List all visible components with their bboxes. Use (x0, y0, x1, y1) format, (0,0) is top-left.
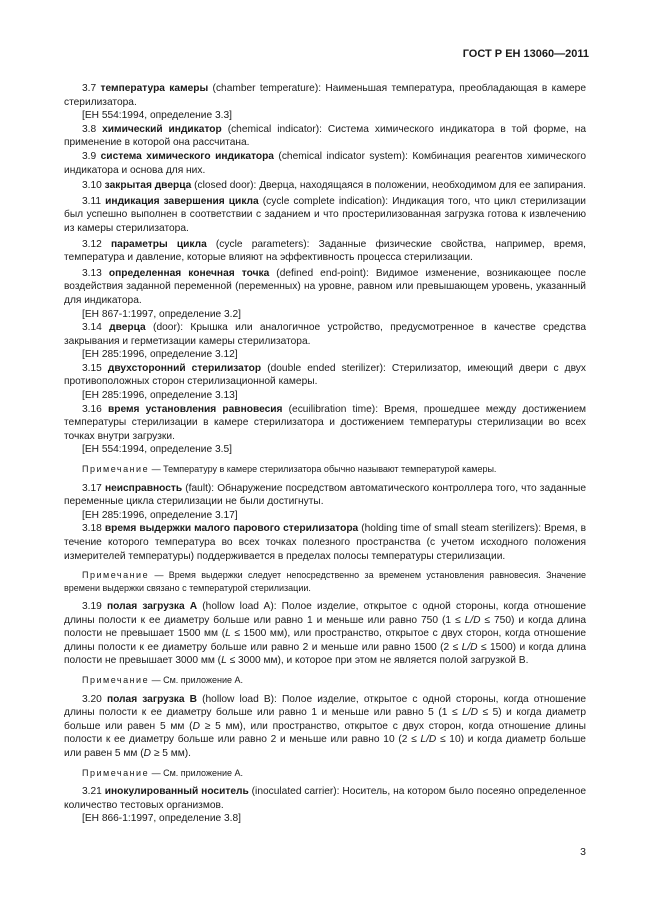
note-text: — Температуру в камере стерилизатора обычно называют температурой камеры. (149, 464, 497, 475)
term: двухсторонний стерилизатор (107, 362, 262, 374)
reference: [ЕН 866-1:1997, определение 3.8] (82, 813, 241, 825)
ratio-symbol: L/D (464, 614, 481, 626)
definition-3-7 (64, 82, 586, 109)
term: дверца (109, 322, 146, 334)
note (64, 569, 586, 594)
clause-number: 3.15 (82, 362, 102, 374)
term: время выдержки малого парового стерилизатора (104, 523, 359, 535)
note-label: Примечание (82, 675, 150, 686)
term: система химического индикатора (100, 150, 274, 162)
term: температура камеры (100, 83, 209, 94)
note-text: — Время выдержки следует непосредственно за временем установления равновесия. Значение времени выдержки связано с температурой стерилизации. (64, 570, 586, 593)
definition-text: (chemical indicator): Система химического индикатора в той форме, на применение в которой она рассчитана. (64, 123, 586, 149)
definition-text: ≤ 3000 мм), и которое при этом не является полой загрузкой В. (226, 655, 529, 667)
clause-number: 3.21 (82, 786, 102, 798)
term: полая загрузка В (106, 693, 197, 705)
clause-number: 3.11 (82, 195, 102, 207)
definition-text: (hollow load A): Полое изделие, открытое с одной стороны, когда отношение длины полости к ее диаметру больше или равно 1 и меньше или равно 750 (1 ≤ (64, 601, 587, 626)
definition-3-15 (64, 362, 586, 389)
definition-3-20 (64, 693, 586, 761)
definition-text: ≥ 5 мм). (151, 747, 191, 759)
definition-text: ≤ 10) и когда диаметр больше или равен 5 мм ( (64, 734, 586, 759)
term: время установления равновесия (108, 403, 283, 415)
definition-3-12 (64, 238, 586, 265)
definition-text: (closed door): Дверца, находящаяся в положении, необходимом для ее запирания. (191, 180, 586, 192)
note-label: Примечание (82, 767, 150, 778)
definition-text: ≤ 5) и когда диаметр больше или равен 5 мм ( (64, 707, 586, 732)
definition-3-17 (64, 482, 586, 509)
term: индикация завершения цикла (105, 195, 259, 207)
note-text: — См. приложение А. (149, 675, 243, 686)
reference: [ЕН 554:1994, определение 3.5] (82, 444, 232, 456)
clause-number: 3.16 (82, 403, 102, 415)
definition-text: (fault): Обнаружение посредством автоматического контроллера того, что заданные переменные цикла стерилизации не были достигнуты. (64, 482, 586, 508)
document-header: ГОСТ Р ЕН 13060—2011 (462, 48, 589, 60)
definition-text: (ecuilibration time): Время, прошедшее между достижением температуры стерилизации в камере стерилизатора и достижением температуры стерилизации во всех точках внутри загрузки. (64, 403, 586, 442)
document-body (64, 82, 586, 826)
definition-3-18 (64, 522, 586, 563)
term: определенная конечная точка (108, 267, 270, 279)
reference: [ЕН 285:1996, определение 3.17] (82, 509, 238, 521)
page-number: 3 (580, 846, 586, 858)
length-symbol: L (221, 655, 227, 667)
length-symbol: L (225, 628, 231, 640)
definition-3-11 (64, 195, 586, 236)
reference: [ЕН 867-1:1997, определение 3.2] (82, 308, 241, 320)
note (64, 767, 586, 780)
clause-number: 3.19 (82, 601, 102, 613)
note-text: — См. приложение А. (149, 767, 243, 778)
term: инокулированный носитель (104, 786, 249, 798)
definition-3-14 (64, 321, 586, 348)
diameter-symbol: D (192, 720, 200, 732)
definition-text: ≤ 1500 мм), или пространство, открытое с двух сторон, когда отношение длины полости к ее диаметру больше или равно 2 и меньше или равно 1500 (2 ≤ (64, 628, 586, 653)
clause-number: 3.9 (82, 150, 97, 162)
clause-number: 3.8 (82, 123, 97, 135)
definition-text: (cycle parameters): Заданные физические свойства, например, время, температура и давление, которые влияют на эффективность процесса стерилизации. (64, 238, 586, 264)
definition-text: (defined end-point): Видимое изменение, возникающее после воздействия заданной переменной (переменных) на уровне, равном или превышающем уровень, указанный для индикатора. (64, 267, 586, 306)
definition-3-19 (64, 600, 586, 668)
definition-text: (inoculated carrier): Носитель, на котором было посеяно определенное количество тестовых организмов. (64, 786, 586, 811)
clause-number: 3.7 (82, 83, 97, 94)
note-label: Примечание (82, 570, 150, 581)
diameter-symbol: D (143, 747, 151, 759)
reference: [ЕН 285:1996, определение 3.12] (82, 349, 238, 361)
definition-3-13 (64, 267, 586, 308)
note-label: Примечание (82, 464, 150, 475)
definition-3-8 (64, 123, 586, 150)
definition-text: (holding time of small steam sterilizers): Время, в течение которого температура во всех точках полезного пространства (с учетом исходного положения измерителей температуры) поддерживается в пределах полосы температуры стерилизации. (64, 523, 586, 562)
definition-text: ≤ 750) и когда длина полости не превышает 1500 мм ( (64, 614, 586, 640)
ratio-symbol: L/D (461, 641, 478, 653)
ratio-symbol: L/D (462, 707, 478, 719)
definition-text: ≤ 1500) и когда длина полости не превышает 3000 мм ( (64, 641, 586, 667)
term: полая загрузка А (106, 601, 198, 613)
definition-3-21 (64, 785, 586, 812)
definition-text: (hollow load B): Полое изделие, открытое с одной стороны, когда отношение длины полости к ее диаметру больше или равно 1 и меньше или равно 5 (1 ≤ (64, 693, 586, 719)
definition-text: ≥ 5 мм), или пространство, открытое с двух сторон, когда отношение длины полости к ее диаметру больше или равно 2 и меньше или равно 10 (2 ≤ (64, 720, 586, 746)
clause-number: 3.12 (82, 238, 102, 250)
term: неисправность (104, 482, 183, 494)
reference: [ЕН 554:1994, определение 3.3] (82, 110, 232, 122)
definition-3-16 (64, 403, 586, 444)
definition-text: (double ended sterilizer): Стерилизатор, имеющий двери с двух противоположных сторон стерилизационной камеры. (64, 362, 586, 388)
definition-text: (door): Крышка или аналогичное устройство, предусмотренное в качестве средства закрывания и герметизации камеры стерилизатора. (64, 322, 586, 347)
note (64, 463, 586, 476)
term: параметры цикла (111, 238, 207, 250)
term: химический индикатор (102, 123, 222, 135)
definition-text: (cycle complete indication): Индикация того, что цикл стерилизации был успешно выполнен в соответствии с заданием и что простерилизованная загрузка готова к извлечению из камеры стерилизатора. (64, 195, 586, 234)
clause-number: 3.14 (82, 322, 102, 334)
term: закрытая дверца (104, 180, 192, 192)
definition-text: (chemical indicator system): Комбинация реагентов химического индикатора и основа для них. (64, 150, 586, 176)
clause-number: 3.10 (82, 180, 102, 192)
definition-3-10 (64, 179, 586, 193)
clause-number: 3.20 (82, 693, 102, 705)
clause-number: 3.18 (82, 523, 102, 535)
clause-number: 3.13 (82, 267, 102, 279)
definition-text: (chamber temperature): Наименьшая температура, преобладающая в камере стерилизатора. (64, 83, 586, 108)
ratio-symbol: L/D (420, 734, 437, 746)
clause-number: 3.17 (82, 482, 102, 494)
definition-3-9 (64, 150, 586, 177)
note (64, 674, 586, 687)
reference: [ЕН 285:1996, определение 3.13] (82, 390, 238, 402)
